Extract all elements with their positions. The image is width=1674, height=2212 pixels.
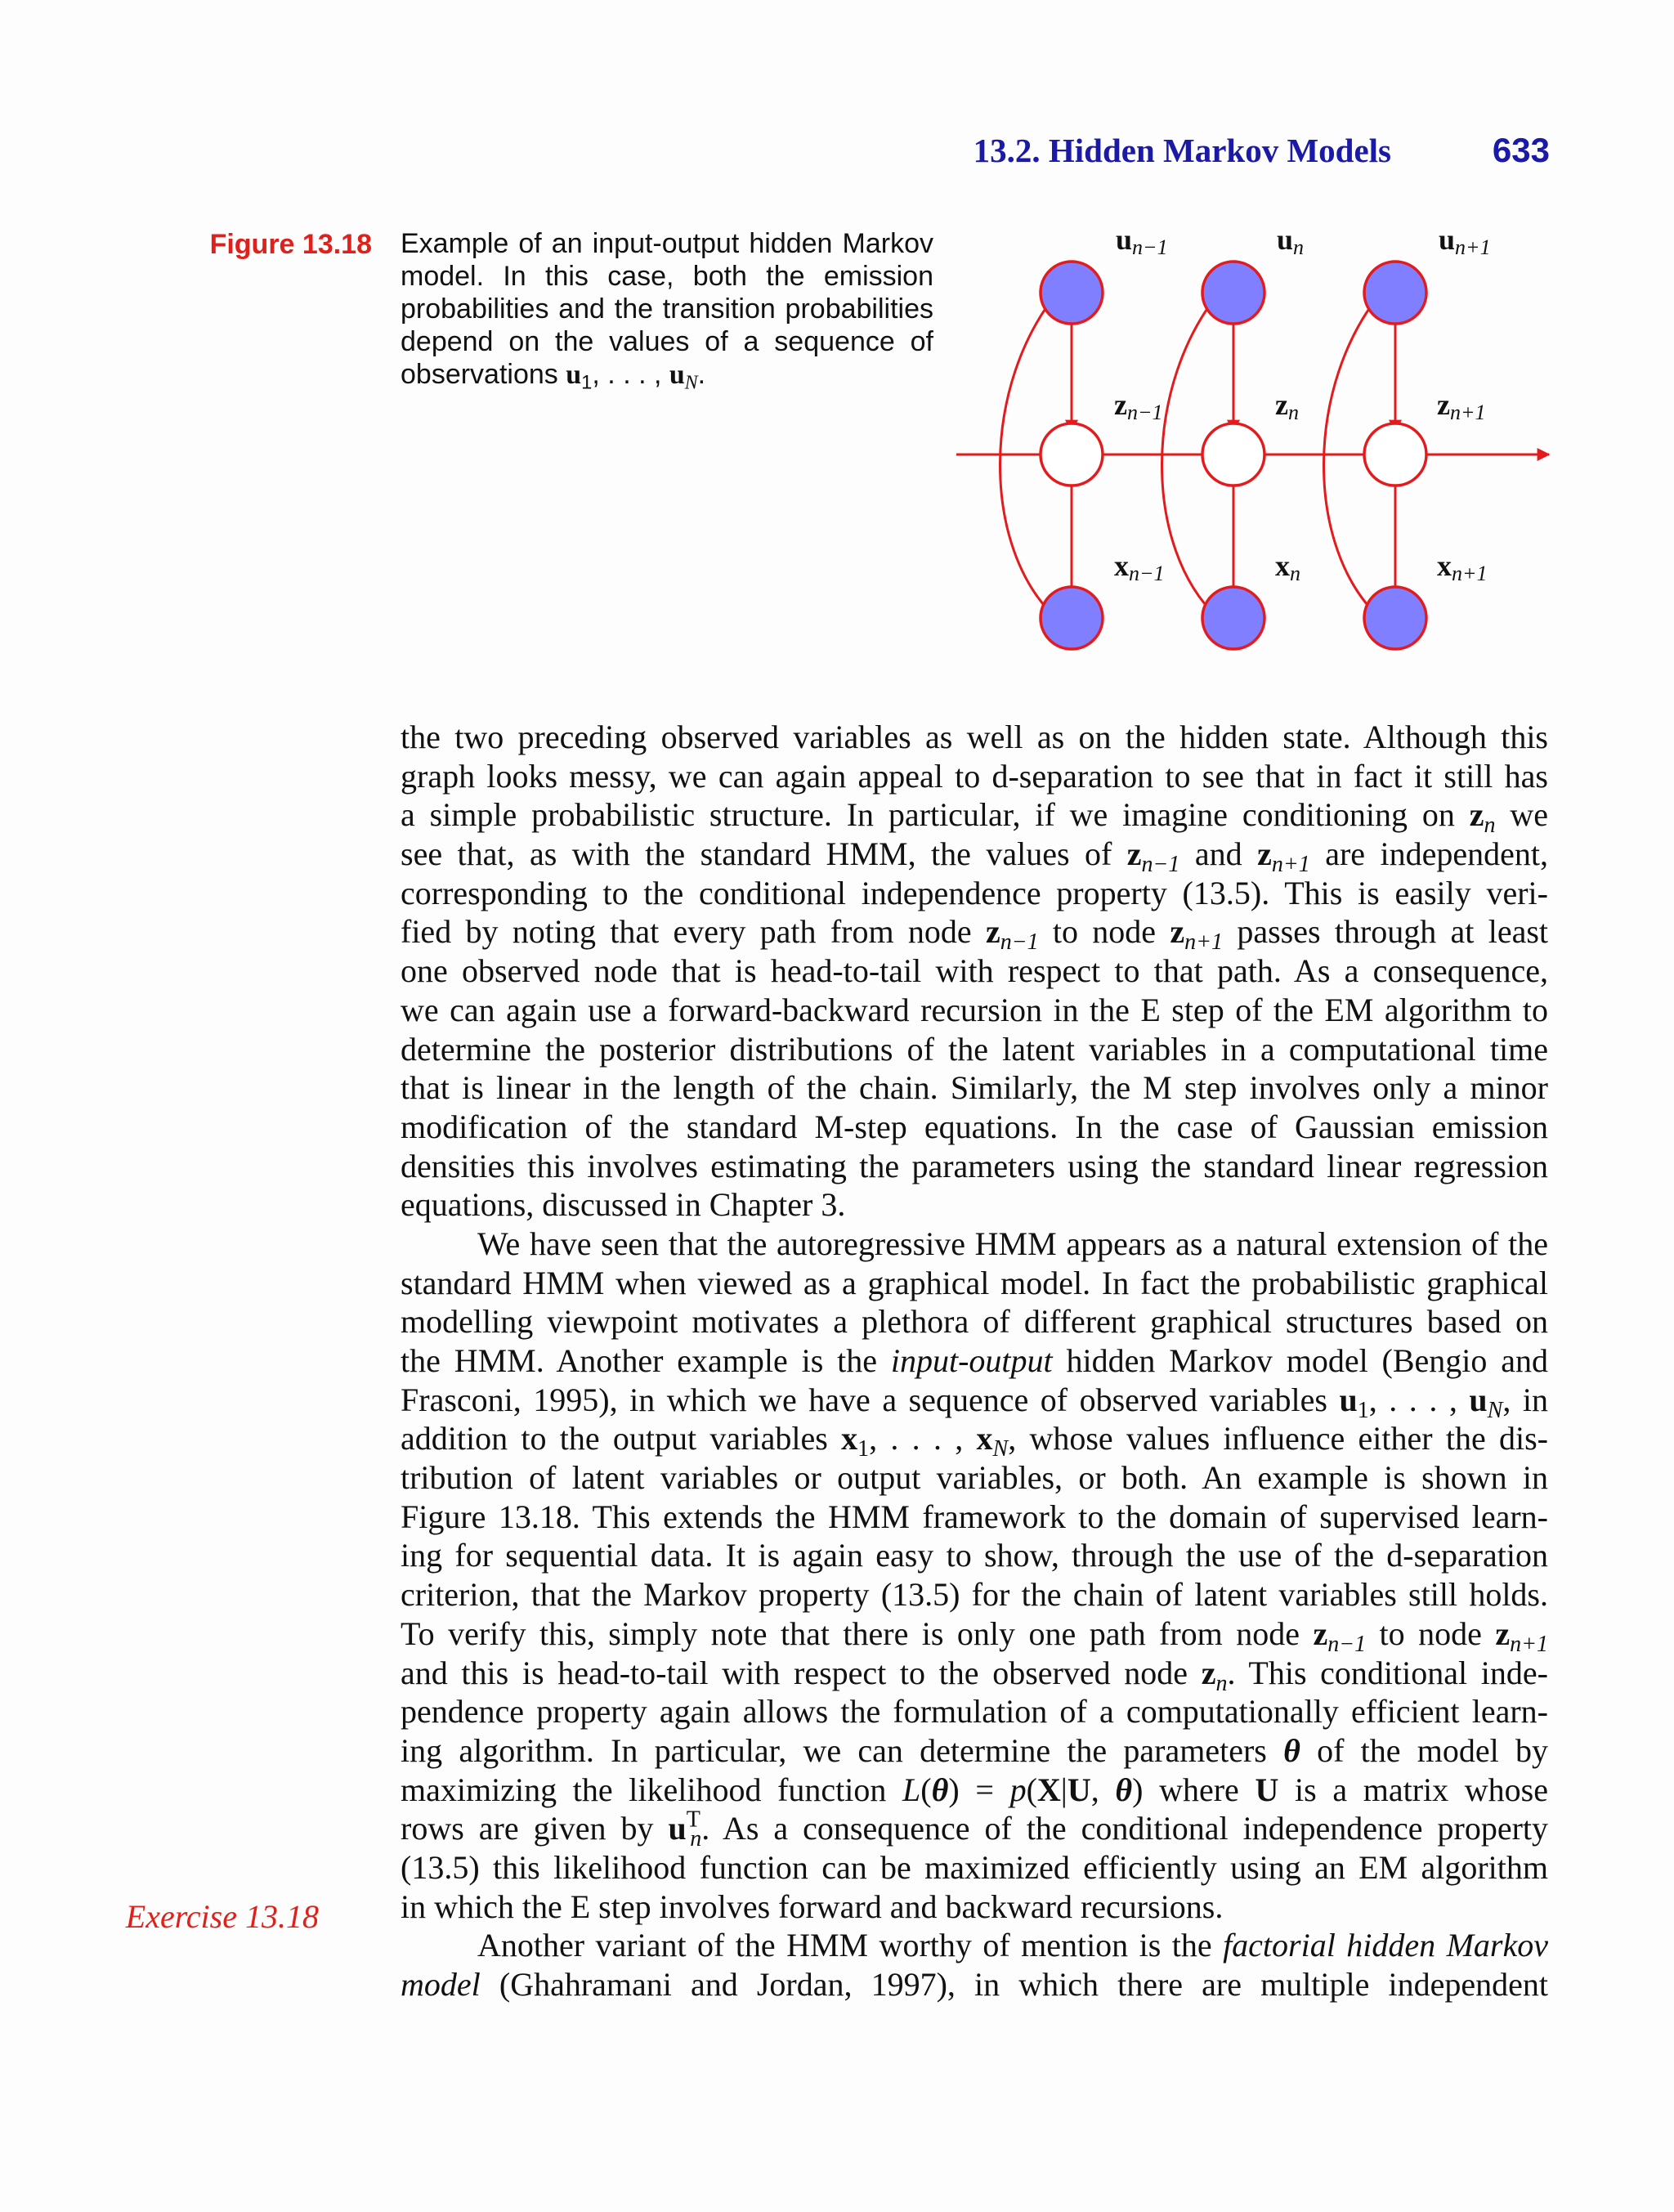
text-line: a simple probabilistic structure. In particular, if we imagine conditioning on $z_n$ we (401, 796, 1549, 839)
node-u-n-minus-1 (1041, 262, 1103, 324)
label-u-n: un (1277, 223, 1305, 259)
paragraph-3 (401, 1926, 1548, 2004)
caption-text: Example of an input-output hidden Markov model. In this case, both the emission probabilities and the transition probabilities depend on the values of a sequence of observations (401, 228, 933, 390)
node-z-n-minus-1 (1041, 423, 1103, 486)
text-line: maximizing the likelihood function L(θ) = p(X|U, θ) where U is a matrix whose (401, 1771, 1549, 1808)
text-line: ing for sequential data. It is again easy to show, through the use of the d-separation (401, 1537, 1548, 1574)
latent-nodes (1041, 423, 1426, 486)
text-line: To verify this, simply note that there is only one path from node $z_{n-1}$ to node $z_{n+1}$ (401, 1614, 1549, 1657)
paragraph-2 (401, 1225, 1548, 1926)
body-text (401, 718, 1548, 2004)
text-line: the HMM. Another example is the input-output hidden Markov model (Bengio and (401, 1342, 1548, 1379)
node-x-n-minus-1 (1041, 587, 1103, 649)
node-x-n (1202, 587, 1264, 649)
node-u-n (1202, 262, 1264, 324)
text-line: (13.5) this likelihood function can be maximized efficiently using an EM algorithm (401, 1848, 1548, 1886)
text-line: equations, discussed in Chapter 3. (401, 1186, 846, 1224)
text-line: that is linear in the length of the chain. Similarly, the M step involves only a minor (401, 1069, 1548, 1107)
text-line: standard HMM when viewed as a graphical model. In fact the probabilistic graphical (401, 1264, 1548, 1301)
input-nodes (1041, 262, 1426, 324)
exercise-margin-note: Exercise 13.18 (125, 1898, 319, 1935)
running-header (948, 131, 1550, 172)
label-z-n: zn (1275, 388, 1299, 424)
text-line: addition to the output variables $x_1$, . . . , $x_N$, whose values influence either the dis- (401, 1420, 1548, 1462)
node-z-n (1202, 423, 1264, 486)
text-line: pendence property again allows the formulation of a computationally efficient learn- (401, 1693, 1548, 1731)
text-line: Frasconi, 1995), in which we have a sequence of observed variables $u_1$, . . . , $u_N$, in (401, 1381, 1548, 1423)
text-line: Another variant of the HMM worthy of mention is the factorial hidden Markov (477, 1927, 1548, 1964)
figure-label: Figure 13.18 (209, 229, 372, 260)
label-u-n-plus-1: un+1 (1439, 223, 1491, 259)
text-line: modelling viewpoint motivates a plethora of different graphical structures based on (401, 1303, 1548, 1341)
node-z-n-plus-1 (1364, 423, 1426, 486)
text-line: corresponding to the conditional independence property (13.5). This is easily veri- (401, 874, 1548, 911)
label-u-n-minus-1: un−1 (1116, 223, 1168, 259)
text-line: Figure 13.18. This extends the HMM framework to the domain of supervised learn- (401, 1498, 1548, 1535)
page-number: 633 (1492, 131, 1550, 169)
text-line: we can again use a forward-backward recursion in the E step of the EM algorithm to (401, 991, 1548, 1028)
label-z-n-minus-1: zn−1 (1114, 388, 1163, 424)
text-line: model (Ghahramani and Jordan, 1997), in which there are multiple independent (401, 1966, 1548, 2003)
label-z-n-plus-1: zn+1 (1437, 388, 1486, 424)
text-line: determine the posterior distributions of the latent variables in a computational time (401, 1030, 1548, 1068)
label-x-n-plus-1: xn+1 (1437, 549, 1488, 585)
hmm-diagram (948, 221, 1569, 678)
text-line: graph looks messy, we can again appeal to d-separation to see that in fact it still has (401, 757, 1548, 795)
label-x-n: xn (1275, 549, 1300, 585)
label-x-n-minus-1: xn−1 (1114, 549, 1165, 585)
text-line: fied by noting that every path from node $z_{n-1}$ to node $z_{n+1}$ passes through at least (401, 913, 1549, 956)
node-u-n-plus-1 (1364, 262, 1426, 324)
paragraph-1 (401, 718, 1548, 1225)
text-line: ing algorithm. In particular, we can determine the parameters θ of the model by (401, 1731, 1548, 1769)
figure-caption (401, 227, 933, 392)
text-line: criterion, that the Markov property (13.5) for the chain of latent variables still holds. (401, 1576, 1548, 1614)
text-line: and this is head-to-tail with respect to the observed node $z_n$. This conditional inde- (401, 1654, 1548, 1696)
output-nodes (1041, 587, 1426, 649)
text-line: one observed node that is head-to-tail with respect to that path. As a consequence, (401, 952, 1548, 990)
text-line: rows are given by $u^T_n$. As a consequence of the conditional independence property (401, 1807, 1549, 1852)
section-title: 13.2. Hidden Markov Models (973, 132, 1391, 169)
text-line: the two preceding observed variables as well as on the hidden state. Although this (401, 719, 1548, 755)
text-line: tribution of latent variables or output variables, or both. An example is shown in (401, 1459, 1548, 1497)
node-x-n-plus-1 (1364, 587, 1426, 649)
text-line: densities this involves estimating the parameters using the standard linear regression (401, 1147, 1548, 1184)
text-line: modification of the standard M-step equations. In the case of Gaussian emission (401, 1108, 1548, 1145)
text-line: We have seen that the autoregressive HMM appears as a natural extension of the (477, 1225, 1548, 1262)
caption-math: $u_1$, . . . , $u_N$. (566, 359, 706, 394)
text-line: see that, as with the standard HMM, the values of $z_{n-1}$ and $z_{n+1}$ are independent, (401, 835, 1548, 877)
text-line: in which the E step involves forward and backward recursions. (401, 1887, 1224, 1925)
